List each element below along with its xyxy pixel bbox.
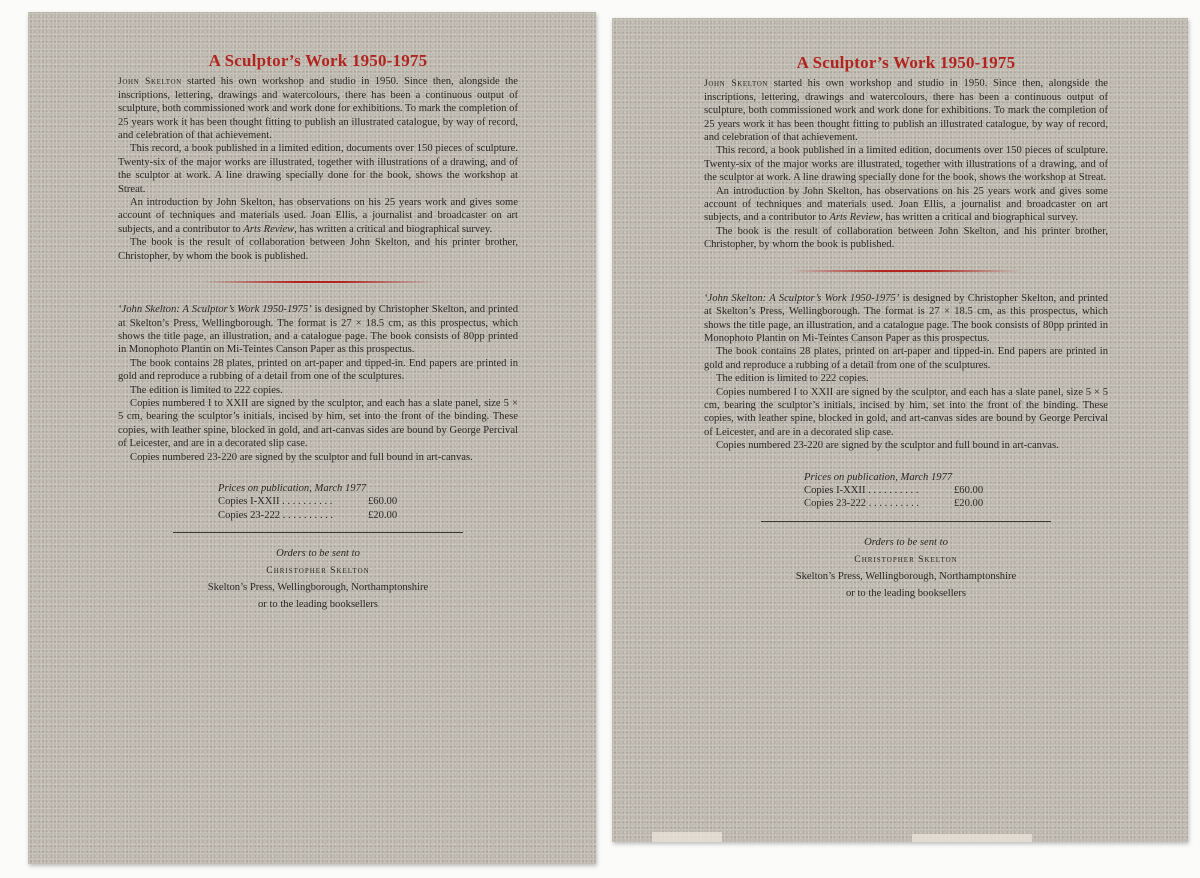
prices-heading: Prices on publication, March 1977 xyxy=(804,471,953,483)
orders-name: Christopher Skelton xyxy=(266,565,370,577)
book-title-italic: ‘John Skelton: A Sculptor’s Work 1950-1975’ xyxy=(704,292,900,304)
price-value: £20.00 xyxy=(368,509,398,521)
intro-text-a: An introduction by John Skelton, has observations on his 25 years work and gives some account of techniques and materials used. Joan Ellis, a journalist and broadcaster on art subjects, and a contributor to xyxy=(118,197,518,235)
sheet-content xyxy=(704,53,1109,602)
author-name: John Skelton xyxy=(704,78,769,90)
intro-paragraph xyxy=(704,77,1108,144)
introduction-paragraph xyxy=(704,185,1108,225)
orders-address: Skelton’s Press, Wellingborough, Northamptonshire xyxy=(795,570,1017,582)
torn-edge xyxy=(912,834,1032,842)
prices-block xyxy=(804,471,1108,511)
arts-review-title: Arts Review xyxy=(829,212,881,224)
signed-copies-paragraph: Copies numbered I to XXII are signed by the sculptor, and each has a slate panel, size 5 × 5 cm, bearing the sculptor’s initials, incised by him, set into the front of the binding. These copies, with leather spine, blocked in gold, and art-canvas sides are bound by George Percival of Leicester, and are in a decorated slip case. xyxy=(118,397,518,450)
collaboration-paragraph: The book is the result of collaboration between John Skelton, and his printer brother, Christopher, by whom the book is published. xyxy=(704,225,1108,251)
intro-text: started his own workshop and studio in 1950. Since then, alongside the inscriptions, lettering, drawings and watercolours, there has been a continuous output of sculpture, both commissioned work and work done for exhibitions. To mark the completion of 25 years work it has been thought fitting to publish an illustrated catalogue, by way of record, and celebration of that achievement. xyxy=(704,78,1109,144)
arts-review-title: Arts Review xyxy=(243,223,295,235)
canvas-copies-paragraph: Copies numbered 23-220 are signed by the sculptor and full bound in art-canvas. xyxy=(716,440,1059,452)
price-label: Copies 23-222 . . . . . . . . . . xyxy=(804,498,920,510)
edition-paragraph: The edition is limited to 222 copies. xyxy=(716,373,869,385)
design-paragraph xyxy=(704,292,1108,346)
orders-alternative: or to the leading booksellers xyxy=(257,599,379,611)
price-row xyxy=(218,495,518,508)
orders-heading: Orders to be sent to xyxy=(276,548,360,560)
record-paragraph: This record, a book published in a limited edition, documents over 150 pieces of sculpture. Twenty-six of the major works are illustrated, together with illustrations of a drawing, and of the sculptor at work. A line drawing specially done for the book, shows the workshop at Streat. xyxy=(704,145,1108,184)
black-divider xyxy=(173,532,463,533)
orders-address: Skelton’s Press, Wellingborough, Northamptonshire xyxy=(207,582,429,594)
intro-text-b: , has written a critical and biographical survey. xyxy=(880,212,1079,224)
price-label: Copies I-XXII . . . . . . . . . . xyxy=(804,484,919,496)
torn-edge xyxy=(652,832,722,842)
price-row xyxy=(804,484,1108,497)
price-label: Copies I-XXII . . . . . . . . . . xyxy=(218,496,333,508)
intro-text-a: An introduction by John Skelton, has observations on his 25 years work and gives some account of techniques and materials used. Joan Ellis, a journalist and broadcaster on art subjects, and a contributor to xyxy=(704,185,1108,224)
orders-block xyxy=(704,534,1108,602)
introduction-paragraph xyxy=(118,196,518,236)
sheet-title: A Sculptor’s Work 1950-1975 xyxy=(208,51,428,70)
intro-text-b: , has written a critical and biographical survey. xyxy=(294,223,493,235)
collaboration-paragraph: The book is the result of collaboration between John Skelton, and his printer brother, Christopher, by whom the book is published. xyxy=(118,237,518,262)
prices-heading: Prices on publication, March 1977 xyxy=(218,482,367,494)
intro-paragraph xyxy=(118,75,518,142)
canvas-copies-paragraph: Copies numbered 23-220 are signed by the sculptor and full bound in art-canvas. xyxy=(130,451,473,463)
signed-copies-paragraph: Copies numbered I to XXII are signed by the sculptor, and each has a slate panel, size 5 × 5 cm, bearing the sculptor’s initials, incised by him, set into the front of the binding. These copies, with leather spine, blocked in gold, and art-canvas sides are bound by George Percival of Leicester, and are in a decorated slip case. xyxy=(704,386,1108,438)
orders-heading: Orders to be sent to xyxy=(864,536,948,548)
author-name: John Skelton xyxy=(118,76,182,88)
price-value: £20.00 xyxy=(954,498,984,510)
intro-text: started his own workshop and studio in 1950. Since then, alongside the inscriptions, lettering, drawings and watercolours, there has been a continuous output of sculpture, both commissioned work and work done for exhibitions. To mark the completion of 25 years work it has been thought fitting to publish an illustrated catalogue, by way of record, and celebration of that achievement. xyxy=(118,76,518,142)
black-divider xyxy=(761,521,1051,522)
red-divider xyxy=(791,270,1021,272)
price-label: Copies 23-222 . . . . . . . . . . xyxy=(218,509,334,521)
design-text: is designed by Christopher Skelton, and printed at Skelton’s Press, Wellingborough. The format is 27 × 18.5 cm, as this prospectus, which shows the title page, an illustration, and a catalogue page. The book consists of 80pp printed in Monophoto Plantin on Mi-Teintes Canson Paper as this prospectus. xyxy=(118,304,519,356)
price-value: £60.00 xyxy=(368,496,398,508)
design-text: is designed by Christopher Skelton, and printed at Skelton’s Press, Wellingborough. The format is 27 × 18.5 cm, as this prospectus, which shows the title page, an illustration, and a catalogue page. The book consists of 80pp printed in Monophoto Plantin on Mi-Teintes Canson Paper as this prospectus. xyxy=(704,292,1109,344)
orders-name: Christopher Skelton xyxy=(854,553,958,565)
prospectus-sheet-right xyxy=(612,18,1188,842)
sheet-content xyxy=(118,51,519,613)
record-paragraph: This record, a book published in a limited edition, documents over 150 pieces of sculpture. Twenty-six of the major works are illustrated, together with illustrations of a drawing, and of the sculptor at work. A line drawing specially done for the book, shows the workshop at Streat. xyxy=(118,143,518,195)
design-paragraph xyxy=(118,303,518,357)
orders-alternative: or to the leading booksellers xyxy=(845,587,967,599)
plates-paragraph: The book contains 28 plates, printed on art-paper and tipped-in. End papers are printed in gold and reproduce a rubbing of a detail from one of the sculptures. xyxy=(118,357,518,383)
price-value: £60.00 xyxy=(954,484,984,496)
red-divider xyxy=(203,281,433,283)
orders-block xyxy=(118,545,518,613)
book-title-italic: ‘John Skelton: A Sculptor’s Work 1950-1975’ xyxy=(118,304,312,316)
prospectus-sheet-left xyxy=(28,12,596,864)
price-row xyxy=(218,509,518,522)
edition-paragraph: The edition is limited to 222 copies. xyxy=(130,384,283,396)
plates-paragraph: The book contains 28 plates, printed on art-paper and tipped-in. End papers are printed in gold and reproduce a rubbing of a detail from one of the sculptures. xyxy=(704,346,1108,371)
prices-block xyxy=(218,482,518,522)
price-row xyxy=(804,497,1108,510)
sheet-title: A Sculptor’s Work 1950-1975 xyxy=(796,53,1016,72)
